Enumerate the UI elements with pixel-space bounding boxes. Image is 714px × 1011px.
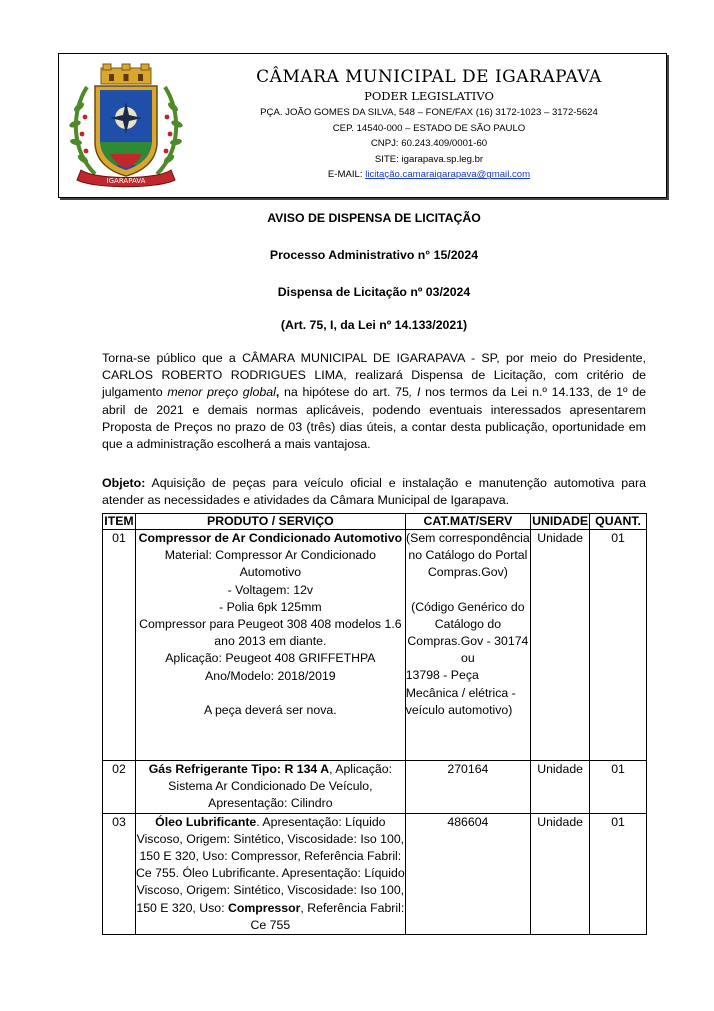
address-line: PÇA. JOÃO GOMES DA SILVA, 548 – FONE/FAX (16) 3172-1023 – 3172-5624 — [260, 107, 598, 118]
row1-unit: Unidade — [531, 530, 590, 761]
header-quantity: QUANT. — [590, 514, 647, 530]
row1-cat-none: (Sem correspondência no Catálogo do Portal Compras.Gov) — [406, 531, 530, 580]
object-text: Aquisição de peças para veículo oficial e instalação e manutenção automotiva para atender as necessidades e atividades da Câmara Municipal de Igarapava. — [102, 476, 646, 508]
header-catmat: CAT.MAT/SERV — [405, 514, 530, 530]
row1-qty: 01 — [590, 530, 647, 761]
row3-product-use: Compressor — [227, 900, 301, 915]
cep-line: CEP. 14540-000 – ESTADO DE SÃO PAULO — [332, 122, 526, 134]
intro-paragraph — [102, 350, 646, 453]
dispensa-number: Dispensa de Licitação nº 03/2024 — [277, 285, 471, 299]
table-header-row — [103, 514, 647, 530]
municipal-crest-icon — [65, 62, 187, 190]
row3-product — [135, 813, 405, 934]
row3-product-title: Óleo Lubrificante — [155, 814, 257, 829]
row1-material: Material: Compressor Ar Condicionado Automotivo — [164, 548, 376, 580]
email-line — [199, 167, 659, 183]
header-item: ITEM — [104, 514, 134, 528]
row1-cat-code: 13798 - Peça Mecânica / elétrica - veículo automotivo) — [405, 668, 516, 717]
object-paragraph — [102, 475, 646, 509]
intro-comma-2: , — [408, 385, 413, 400]
judgment-criterion: menor preço global — [167, 385, 276, 400]
items-table — [102, 513, 647, 935]
row1-compat: Compressor para Peugeot 308 408 modelos 1.6 ano 2013 em diante. — [139, 617, 402, 649]
cnpj-line: CNPJ: 60.243.409/0001-60 — [370, 138, 488, 150]
object-label: Objeto: — [102, 476, 146, 490]
table-row — [103, 530, 647, 761]
intro-text-3: nos termos da Lei n.º 14.133, de 1º de abril de 2021 e demais normas aplicáveis, podendo eventuais interessados apresentarem Proposta de Preços no prazo de 03 (três) dias úteis, a contar desta publicação, oportunidade em que a administração escolherá a mais vantajosa. — [102, 385, 647, 452]
row3-catmat: 486604 — [405, 813, 530, 934]
row1-cat-generic: (Código Genérico do Catálogo do Compras.Gov - 30174 ou — [407, 599, 529, 666]
row3-item: 03 — [103, 813, 136, 934]
law-reference: (Art. 75, I, da Lei nº 14.133/2021) — [280, 318, 468, 332]
intro-comma: , — [275, 385, 280, 400]
row2-item: 02 — [103, 761, 136, 814]
row1-catmat — [405, 530, 530, 761]
email-link[interactable]: licitação.camaraigarapava@gmail.com — [365, 169, 531, 181]
intro-text-2: na hipótese do art. 75 — [279, 385, 409, 400]
row2-qty: 01 — [590, 761, 647, 814]
row1-new-part-note: A peça deverá ser nova. — [204, 702, 337, 717]
chamber-name: CÂMARA MUNICIPAL DE IGARAPAVA — [256, 67, 602, 87]
row3-product-desc: . Apresentação: Líquido Viscoso, Origem: Sintético, Viscosidade: Iso 100, 150 E 320, Uso: Compressor, Referência Fabril: Ce 755. Óleo Lubrificante. Apresentação: Líquido Viscoso, Origem: Sintético, Viscosidade: Iso 100, 150 E 320, Uso: — [136, 814, 405, 915]
row3-product-ref: , Referência Fabril: Ce 755 — [250, 900, 405, 932]
row2-unit: Unidade — [531, 761, 590, 814]
header-unit: UNIDADE — [532, 514, 589, 528]
site-line: SITE: igarapava.sp.leg.br — [374, 153, 484, 165]
intro-text-1: Torna-se público que a CÂMARA MUNICIPAL DE IGARAPAVA - SP, por meio do Presidente, CARLOS ROBERTO RODRIGUES LIMA, realizará Dispensa de Licitação, com critério de julgamento — [102, 351, 646, 400]
row1-application: Aplicação: Peugeot 408 GRIFFETHPA Ano/Modelo: 2018/2019 — [165, 651, 376, 683]
letterhead-text — [199, 66, 659, 183]
email-label: E-MAIL: — [327, 169, 366, 181]
row2-product-title: Gás Refrigerante Tipo: R 134 A — [148, 762, 330, 776]
letterhead — [58, 53, 667, 198]
row2-catmat: 270164 — [405, 761, 530, 814]
svg-text:IGARAPAVA: IGARAPAVA — [106, 177, 146, 185]
row1-item: 01 — [103, 530, 136, 761]
power-label: PODER LEGISLATIVO — [364, 89, 494, 103]
row1-product-title: Compressor de Ar Condicionado Automotivo — [138, 531, 403, 545]
row2-product — [135, 761, 405, 814]
intro-roman: I — [412, 385, 421, 400]
process-number: Processo Administrativo n° 15/2024 — [269, 248, 479, 262]
row3-qty: 01 — [590, 813, 647, 934]
row3-unit: Unidade — [531, 813, 590, 934]
row1-voltage: - Voltagem: 12v — [227, 582, 314, 597]
row1-pulley: - Polia 6pk 125mm — [219, 599, 322, 614]
table-row — [103, 813, 647, 934]
table-row — [103, 761, 647, 814]
notice-title: AVISO DE DISPENSA DE LICITAÇÃO — [267, 211, 481, 225]
row1-product — [135, 530, 405, 761]
header-product: PRODUTO / SERVIÇO — [135, 514, 405, 530]
row2-product-desc: , Aplicação: Sistema Ar Condicionado De Veículo, Apresentação: Cilindro — [168, 762, 392, 811]
